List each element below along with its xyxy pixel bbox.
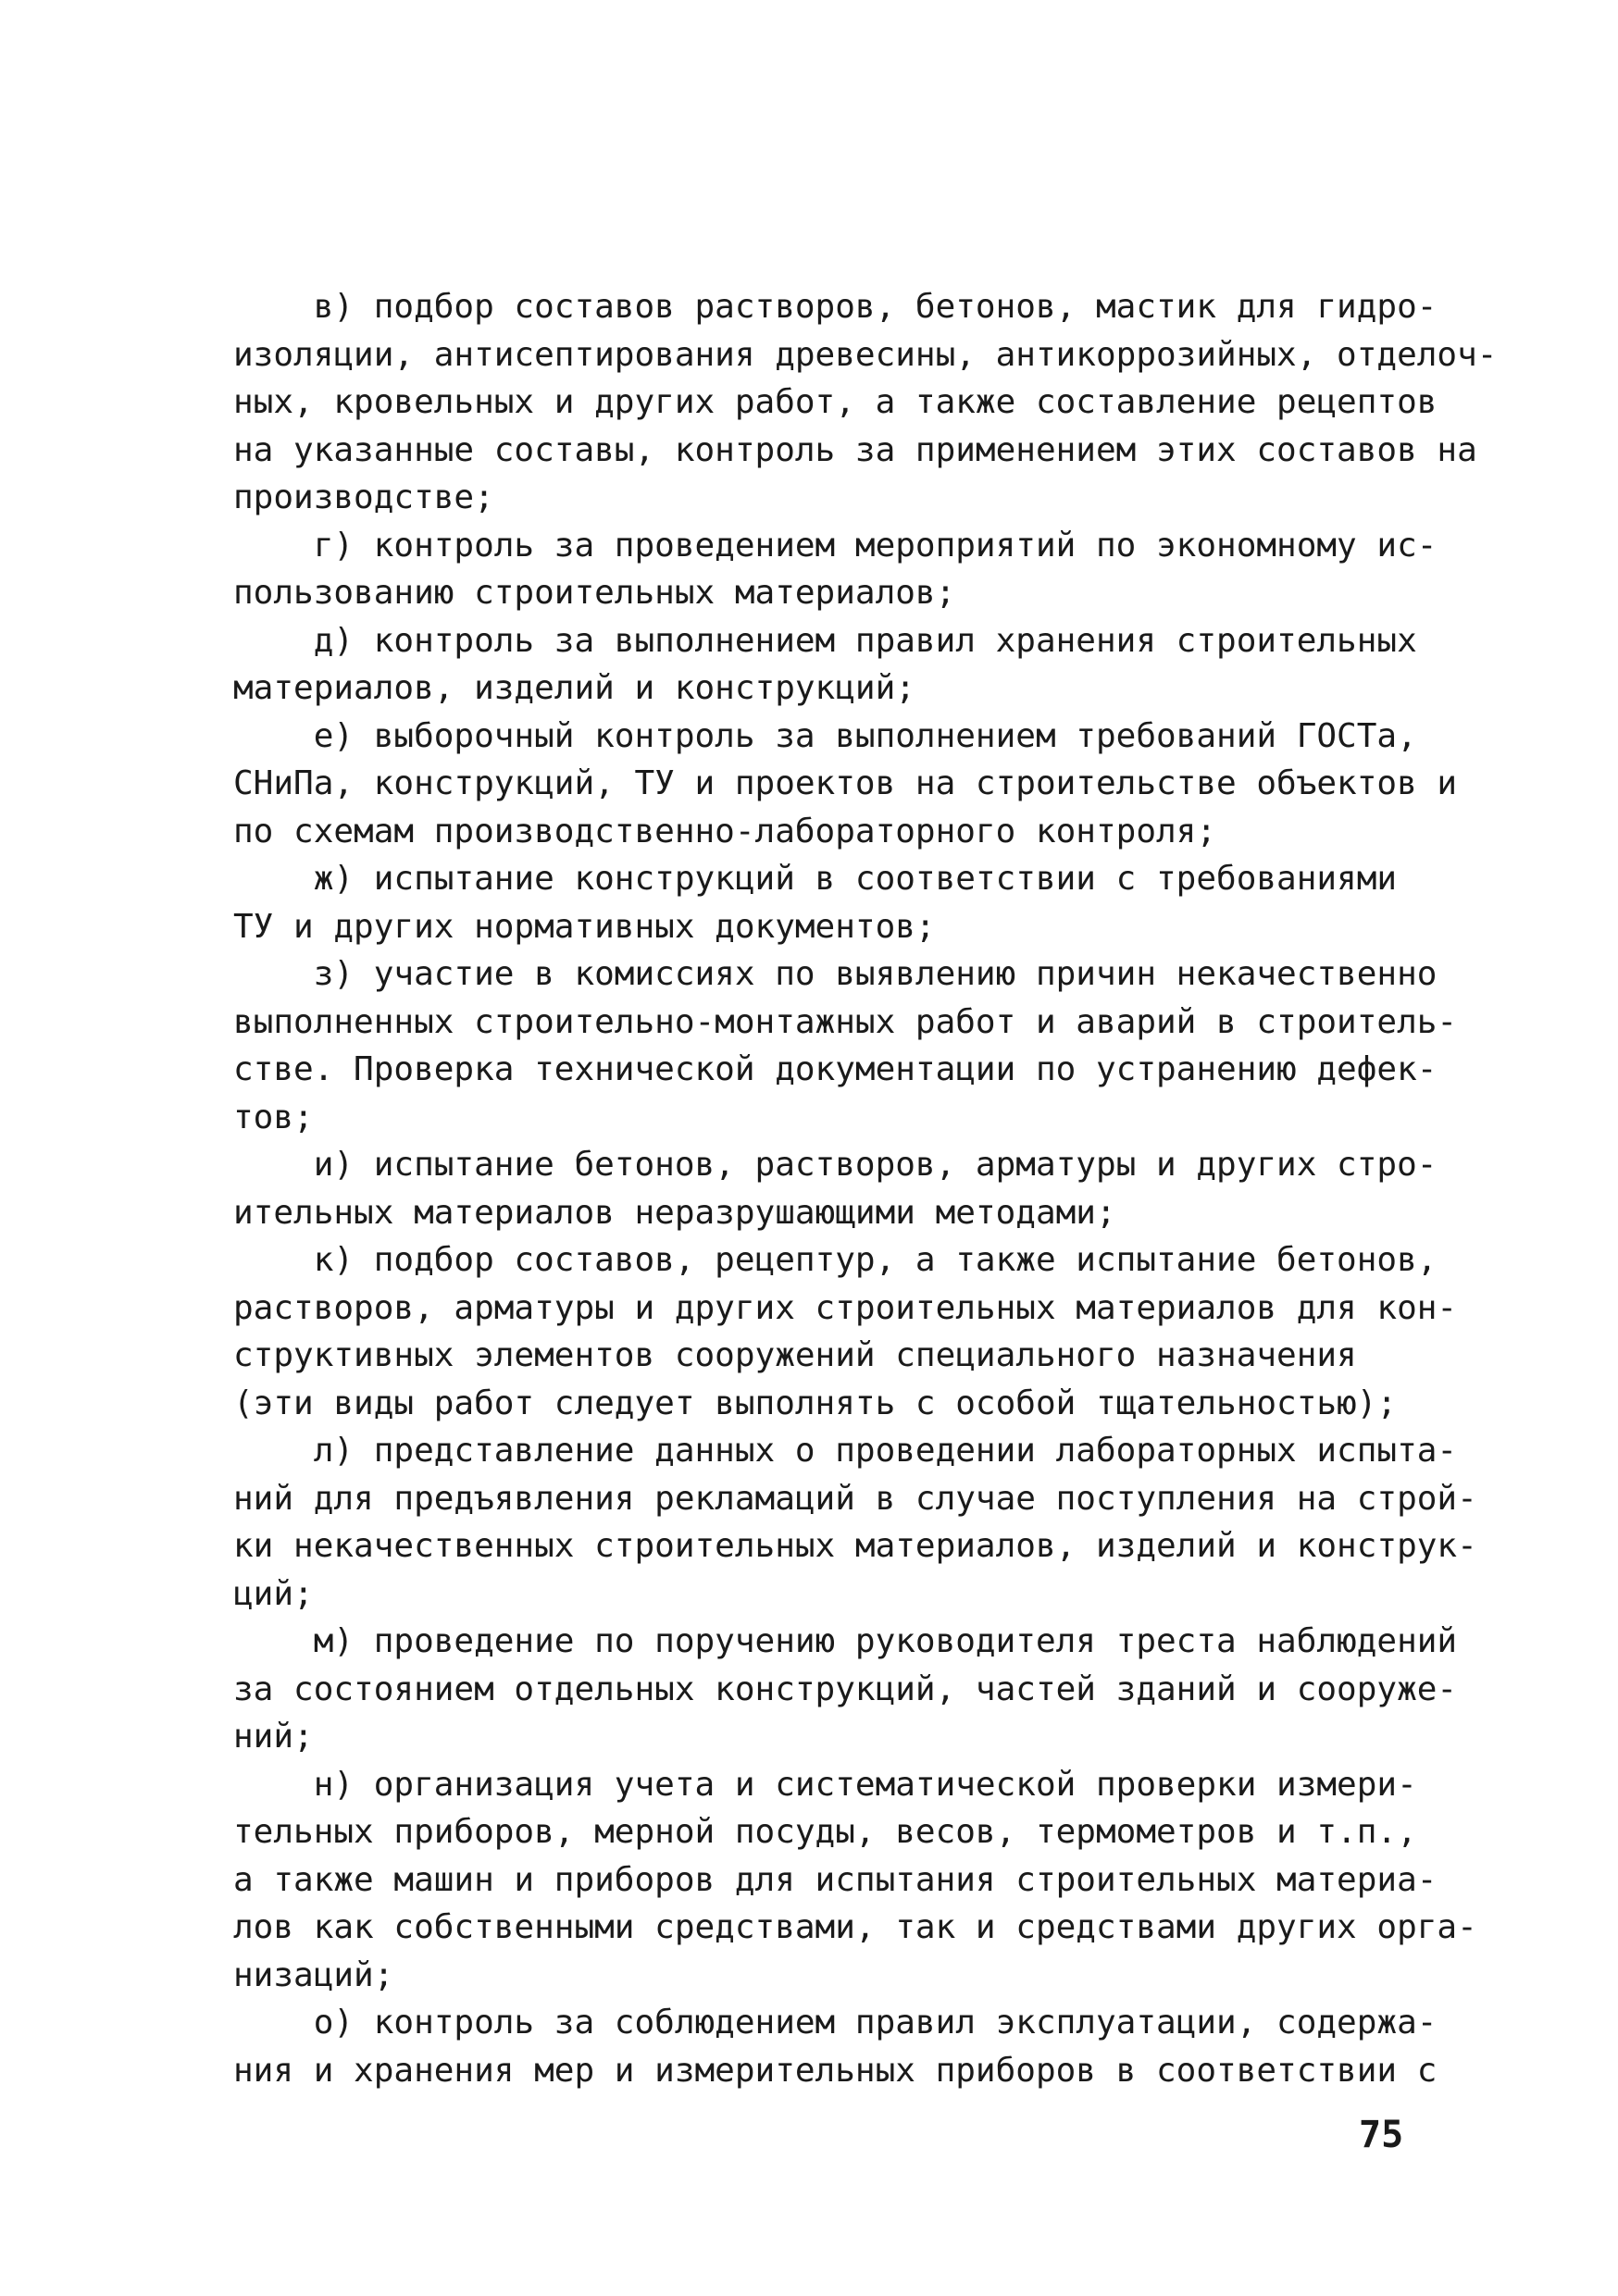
text-line: пользованию строительных материалов; <box>233 574 956 612</box>
text-line: ительных материалов неразрушающими методами; <box>233 1193 1116 1232</box>
text-line: м) проведение по поручению руководителя треста наблюдений <box>233 1622 1458 1660</box>
text-line: растворов, арматуры и других строительных материалов для кон- <box>233 1288 1458 1327</box>
text-line: (эти виды работ следует выполнять с особой тщательностью); <box>233 1384 1398 1422</box>
text-line: тов; <box>233 1098 314 1136</box>
text-line: д) контроль за выполнением правил хранения строительных <box>233 621 1417 660</box>
text-line: производстве; <box>233 478 494 516</box>
text-line: о) контроль за соблюдением правил эксплуатации, содержа- <box>233 2004 1438 2042</box>
text-line: ний для предъявления рекламаций в случае поступления на строй- <box>233 1479 1477 1518</box>
text-line: и) испытание бетонов, растворов, арматуры и других стро- <box>233 1146 1438 1184</box>
text-line: СНиПа, конструкций, ТУ и проектов на строительстве объектов и <box>233 764 1458 802</box>
body-text <box>233 283 1498 2094</box>
text-line: структивных элементов сооружений специального назначения <box>233 1336 1357 1374</box>
text-line: изоляции, антисептирования древесины, антикоррозийных, отделоч- <box>233 335 1498 374</box>
text-line: а также машин и приборов для испытания строительных материа- <box>233 1860 1438 1899</box>
text-line: на указанные составы, контроль за применением этих составов на <box>233 430 1477 469</box>
text-line: л) представление данных о проведении лабораторных испыта- <box>233 1432 1458 1470</box>
text-line: н) организация учета и систематической проверки измери- <box>233 1765 1417 1804</box>
text-line: ки некачественных строительных материалов, изделий и конструк- <box>233 1527 1477 1565</box>
text-line: ных, кровельных и других работ, а также составление рецептов <box>233 383 1438 421</box>
text-line: к) подбор составов, рецептур, а также испытание бетонов, <box>233 1241 1438 1279</box>
text-line: г) контроль за проведением мероприятий по экономному ис- <box>233 526 1438 565</box>
text-line: материалов, изделий и конструкций; <box>233 669 915 707</box>
text-line: ний; <box>233 1718 314 1756</box>
text-line: ж) испытание конструкций в соответствии с требованиями <box>233 860 1398 898</box>
text-line: стве. Проверка технической документации по устранению дефек- <box>233 1050 1438 1088</box>
text-line: по схемам производственно-лабораторного контроля; <box>233 812 1217 850</box>
text-line: ТУ и других нормативных документов; <box>233 907 936 946</box>
text-line: з) участие в комиссиях по выявлению причин некачественно <box>233 955 1438 993</box>
text-line: в) подбор составов растворов, бетонов, мастик для гидро- <box>233 288 1438 326</box>
text-line: тельных приборов, мерной посуды, весов, термометров и т.п., <box>233 1813 1417 1851</box>
page-number: 75 <box>1359 2114 1404 2156</box>
text-line: е) выборочный контроль за выполнением требований ГОСТа, <box>233 716 1417 755</box>
text-line: выполненных строительно-монтажных работ и аварий в строитель- <box>233 1002 1458 1041</box>
text-line: ций; <box>233 1574 314 1613</box>
text-line: за состоянием отдельных конструкций, частей зданий и сооруже- <box>233 1669 1458 1708</box>
text-line: ния и хранения мер и измерительных приборов в соответствии с <box>233 2051 1438 2090</box>
text-line: низаций; <box>233 1955 394 1994</box>
text-line: лов как собственными средствами, так и средствами других орга- <box>233 1908 1477 1946</box>
